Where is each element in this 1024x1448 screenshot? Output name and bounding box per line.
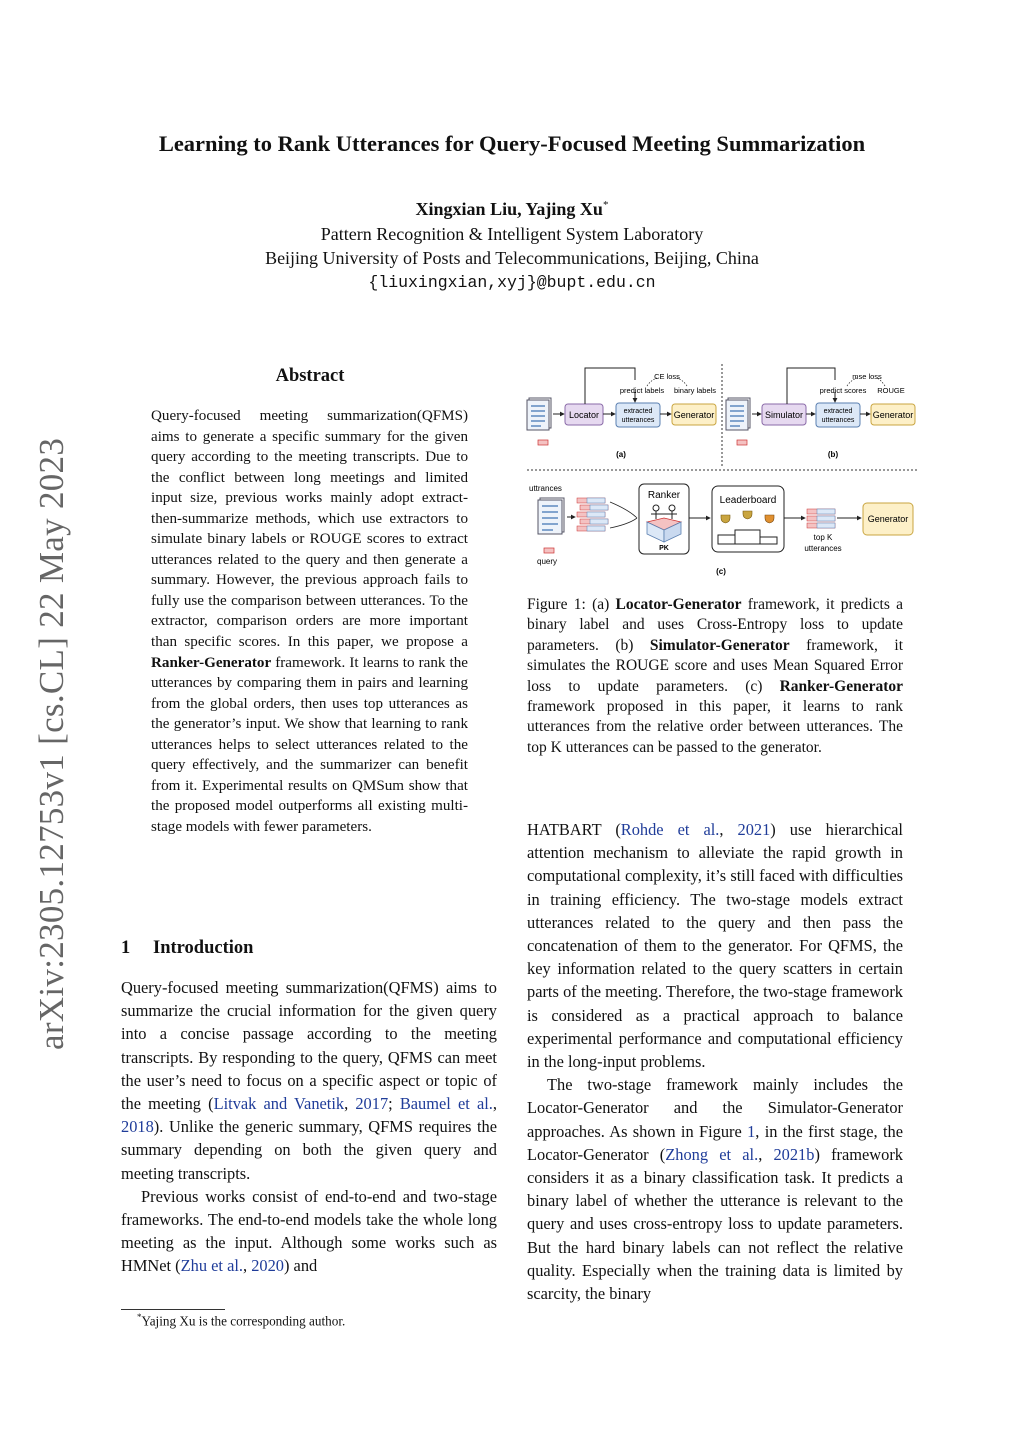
document-icon (527, 398, 551, 430)
document-icon (538, 498, 564, 534)
figure-reference-link[interactable]: 1 (747, 1121, 756, 1141)
citation-year-link[interactable]: 2017 (355, 1094, 389, 1114)
predict-scores-label: predict scores (819, 386, 867, 395)
ranker-label: Ranker (647, 490, 681, 501)
mse-loss-label: mse loss (852, 372, 882, 381)
citation-year-link[interactable]: 2021 (737, 820, 771, 839)
panel-a-tag: (a) (616, 450, 626, 459)
intro-text: ) and (283, 1256, 318, 1276)
right-column-body (527, 818, 903, 1305)
abstract-heading: Abstract (275, 366, 345, 386)
panel-b-tag: (b) (827, 450, 839, 459)
citation-separator: ; (388, 1094, 400, 1114)
top-k-label-1: top K (813, 533, 833, 542)
query-icon (737, 440, 747, 445)
body-text: The two-stage framework mainly includes the Locator-Generator and the Simulator-Generator approaches. As shown in Figure (527, 1075, 903, 1141)
figure-1-caption (527, 595, 903, 758)
section-number: 1 (121, 938, 131, 958)
extracted-label-1: extracted (823, 408, 853, 415)
rouge-label: ROUGE (877, 386, 905, 395)
figure-1-diagram (525, 362, 919, 584)
intro-paragraph-2 (121, 1185, 497, 1278)
ce-loss-label: CE loss (654, 372, 680, 381)
body-text: ) use hierarchical attention mechanism to alleviate the rapid growth in computational complexity, it’s still faced with difficulties in training efficiency. The two-stage models extract utterances related to the query and then pass the concatenation of them to the generator. For QFMS, the key information related to the query scatters in certain parts of the meeting. Therefore, the two-stage framework is considered as a practical approach to balance experimental performance and computational efficiency in the long-input problems. (527, 820, 903, 1072)
caption-bold-term: Locator-Generator (615, 596, 742, 613)
paper-title: Learning to Rank Utterances for Query-Focused Meeting Summarization (158, 131, 866, 156)
author-footnote-mark: * (602, 199, 609, 211)
locator-label: Locator (568, 410, 600, 420)
abstract-text-2: framework. It learns to rank the utterances by comparing them in pairs and learning from the global orders, then uses top utterances as the generator’s input. We show that learning to rank utterances helps to select utterances related to the query effectively, and the summarizer can benefit from it. Experimental results on QMSum show that the proposed model outperforms all existing multi-stage models with fewer parameters. (151, 654, 468, 835)
footnote-text: Yajing Xu is the corresponding author. (141, 1313, 346, 1329)
citation-separator: , (492, 1094, 497, 1114)
extracted-label-1: extracted (623, 408, 653, 415)
generator-label: Generator (867, 514, 909, 524)
citation-separator: , (719, 820, 738, 839)
author-names: Xingxian Liu, Yajing Xu (415, 199, 603, 219)
binary-labels-label: binary labels (673, 386, 717, 395)
utterance-pairs (577, 498, 608, 531)
right-paragraph-1 (527, 818, 903, 1073)
caption-text: framework proposed in this paper, it learns to rank utterances from the relative order between utterances. The top K utterances can be passed to the generator. (527, 698, 903, 756)
citation-year-link[interactable]: 2020 (251, 1256, 284, 1276)
section-title: Introduction (153, 938, 254, 958)
intro-text: ). Unlike the generic summary, QFMS requires the summary depending on both the given query and meeting transcripts. (121, 1117, 497, 1183)
intro-text: Query-focused meeting summarization(QFMS) aims to summarize the crucial information for the given query into a concise passage according to the meeting transcripts. By responding to the query, QFMS can meet the user’s need to focus on a specific aspect or topic of the meeting ( (121, 978, 497, 1114)
caption-bold-term: Ranker-Generator (779, 677, 903, 695)
intro-paragraph-1 (121, 976, 497, 1185)
panel-a (527, 368, 716, 459)
intro-left-column (121, 976, 497, 1278)
body-text: ) framework considers it as a binary classification task. It predicts a binary label of whether the utterance is relevant to the query and uses cross-entropy loss to update parameters. But the hard binary labels can not reflect the relative quality. Especially when the training data is limited by scarcity, the binary (527, 1144, 903, 1304)
pk-label: PK (659, 545, 669, 552)
caption-bold-term: Simulator-Generator (649, 636, 790, 654)
panel-c (529, 484, 913, 576)
abstract-body (151, 406, 468, 837)
body-text: , in the first stage, the Locator-Generator ( (527, 1121, 903, 1164)
document-icon (726, 398, 750, 430)
leaderboard-label: Leaderboard (719, 495, 777, 506)
generator-label: Generator (673, 410, 715, 420)
intro-text: Previous works consist of end-to-end and two-stage frameworks. The end-to-end models take the whole long meeting as the input. Although some works such as HMNet ( (121, 1186, 497, 1276)
citation-separator: , (243, 1256, 252, 1276)
citation-year-link[interactable]: 2018 (121, 1117, 154, 1137)
footnote-rule (121, 1309, 225, 1310)
right-paragraph-2 (527, 1073, 903, 1305)
panel-b (726, 368, 915, 459)
citation-year-link[interactable]: 2021b (773, 1144, 815, 1164)
panel-c-tag: (c) (716, 567, 726, 576)
footnote (137, 1312, 345, 1329)
author-email: {liuxingxian,xyj}@bupt.edu.cn (368, 273, 656, 292)
citation-link[interactable]: Rohde et al. (620, 820, 720, 839)
caption-text: (a) (585, 596, 616, 613)
query-icon (544, 548, 554, 553)
author-list (0, 199, 1024, 220)
citation-link[interactable]: Zhu et al. (180, 1256, 243, 1276)
citation-separator: , (758, 1144, 774, 1164)
abstract-bold-term: Ranker-Generator (151, 654, 272, 671)
citation-link[interactable]: Zhong et al. (665, 1144, 759, 1164)
citation-link[interactable]: Baumel et al. (399, 1094, 493, 1114)
arxiv-identifier: arXiv:2305.12753v1 [cs.CL] 22 May 2023 (32, 437, 71, 1050)
section-heading-introduction (121, 938, 253, 959)
caption-label: Figure 1: (527, 596, 586, 613)
query-icon (538, 440, 548, 445)
caption-text: framework, it simulates the ROUGE score and uses Mean Squared Error loss to update parameters. (c) (527, 636, 904, 695)
predict-labels-label: predict labels (619, 386, 665, 395)
extracted-label-2: utterances (621, 417, 655, 424)
body-text: HATBART ( (527, 820, 621, 839)
generator-label: Generator (872, 410, 914, 420)
uttrances-label: uttrances (529, 484, 562, 493)
affiliation-university: Beijing University of Posts and Telecommunications, Beijing, China (265, 248, 759, 268)
abstract-text-1: Query-focused meeting summarization(QFMS) aims to generate a specific summary for the given query according to the meeting transcripts. Due to the conflict between long meetings and limited input size, previous works mainly adopt extract-then-summarize methods, which use extractors to simulate binary labels or ROUGE scores to extract utterances related to the query and then generate a summary. However, the previous approach fails to fully use the comparison between utterances. To the extractor, comparison orders are more important than specific scores. In this paper, we propose a (151, 408, 468, 651)
simulator-label: Simulator (764, 410, 804, 420)
footnote-mark: * (137, 1312, 142, 1322)
caption-text: framework, it predicts a binary label and uses Cross-Entropy loss to update parameters. (b) (527, 596, 903, 654)
top-k-utterances (807, 509, 835, 528)
citation-separator: , (344, 1094, 356, 1114)
citation-link[interactable]: Litvak and Vanetik (213, 1094, 345, 1114)
affiliation-lab: Pattern Recognition & Intelligent System Laboratory (320, 224, 704, 244)
top-k-label-2: utterances (804, 544, 842, 553)
extracted-label-2: utterances (821, 417, 855, 424)
query-label: query (537, 557, 558, 566)
